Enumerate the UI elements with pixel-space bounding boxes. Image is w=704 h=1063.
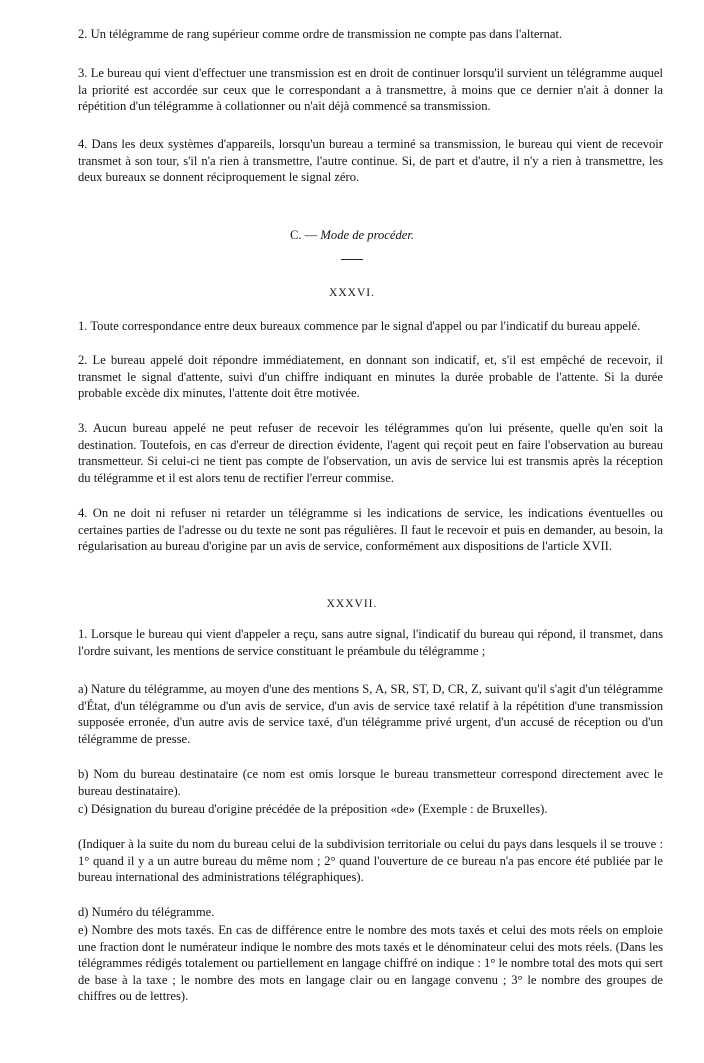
paragraph-4-regularisation: 4. On ne doit ni refuser ni retarder un télégramme si les indications de service, les indications éventuelles ou certaines parties de l'adresse ou du texte ne sont pas régulières. Il faut le recevoir et puis en demander, au besoin, la régularisation au bureau d'origine par un avis de service, conformément aux dispositions de l'article XVII. [78, 506, 663, 554]
item-d-numero: d) Numéro du télégramme. [78, 905, 215, 919]
article-number-xxxvii: XXXVII. [326, 598, 378, 610]
note-subdivision: (Indiquer à la suite du nom du bureau celui de la subdivision territoriale ou celui du pays dans lesquels il se trouve : 1° quand il y a un autre bureau du même nom ; 2° quand l'ouverture de ce bureau n'a pas encore été publiée par le bureau international des administrations télégraphiques). [78, 837, 663, 885]
paragraph-2-alternat: 2. Un télégramme de rang supérieur comme ordre de transmission ne compte pas dans l'alternat. [78, 27, 563, 41]
article-number-xxxvi: XXXVI. [329, 287, 375, 299]
paragraph-4-signal-zero: 4. Dans les deux systèmes d'appareils, lorsqu'un bureau a terminé sa transmission, le bureau qui vient de recevoir transmet à son tour, s'il n'a rien à transmettre, l'autre continue. Si, de part et d'autre, il n'y a rien à transmettre, les deux bureaux se donnent réciproquement le signal zéro. [78, 137, 663, 185]
item-c-origine: c) Désignation du bureau d'origine précédée de la préposition «de» (Exemple : de Bruxelles). [78, 802, 548, 816]
item-a-nature: a) Nature du télégramme, au moyen d'une des mentions S, A, SR, ST, D, CR, Z, suivant qu'il s'agit d'un télégramme d'État, d'un télégramme ou d'un avis de service, d'un avis de service taxé relatif à la répétition d'une transmission supposée erronée, d'un autre avis de service taxé, d'un télégramme privé urgent, d'un accusé de réception ou d'un télégramme de presse. [78, 682, 663, 746]
paragraph-1-preambule: 1. Lorsque le bureau qui vient d'appeler a reçu, sans autre signal, l'indicatif du bureau qui répond, il transmet, dans l'ordre suivant, les mentions de service constituant le préambule du télégramme ; [78, 627, 663, 658]
paragraph-3-priority: 3. Le bureau qui vient d'effectuer une transmission est en droit de continuer lorsqu'il survient un télégramme auquel la priorité est accordée sur ceux que le correspondant a à transmettre, à moins que ce dernier n'ait à donner la répétition d'un télégramme à collationner ou n'ait déjà commencé sa transmission. [78, 66, 663, 114]
item-e-mots-taxes: e) Nombre des mots taxés. En cas de différence entre le nombre des mots taxés et celui des mots réels on emploie une fraction dont le numérateur indique le nombre des mots taxés et le dénominateur celui des mots réels. (Dans les télégrammes rédigés totalement ou partiellement en langage chiffré on indique : 1° le nombre total des mots qui sert de base à la taxe ; le nombre des mots en langage clair ou en langage convenu ; 3° le nombre des groupes de chiffres ou de lettres). [78, 923, 663, 1004]
section-letter: C. — [289, 228, 318, 242]
section-divider [341, 259, 363, 260]
paragraph-3-refus: 3. Aucun bureau appelé ne peut refuser de recevoir les télégrammes qu'on lui présente, quelle qu'en soit la destination. Toutefois, en cas d'erreur de direction évidente, l'agent qui reçoit peut en faire l'observation au bureau transmetteur. Si celui-ci ne tient pas compte de l'observation, un avis de service lui est transmis après la réception du télégramme et il est alors tenu de rectifier l'erreur commise. [78, 421, 663, 485]
item-b-destinataire: b) Nom du bureau destinataire (ce nom est omis lorsque le bureau transmetteur correspond directement avec le bureau destinataire). [78, 767, 663, 798]
section-heading [0, 227, 704, 243]
paragraph-2-attente: 2. Le bureau appelé doit répondre immédiatement, en donnant son indicatif, et, s'il est empêché de recevoir, il transmet le signal d'attente, suivi d'un chiffre indiquant en minutes la durée probable de l'attente. Si la durée probable excède dix minutes, l'attente doit être motivée. [78, 353, 663, 401]
paragraph-1-correspondance: 1. Toute correspondance entre deux bureaux commence par le signal d'appel ou par l'indicatif du bureau appelé. [78, 319, 641, 333]
section-title: Mode de procéder. [320, 228, 415, 242]
